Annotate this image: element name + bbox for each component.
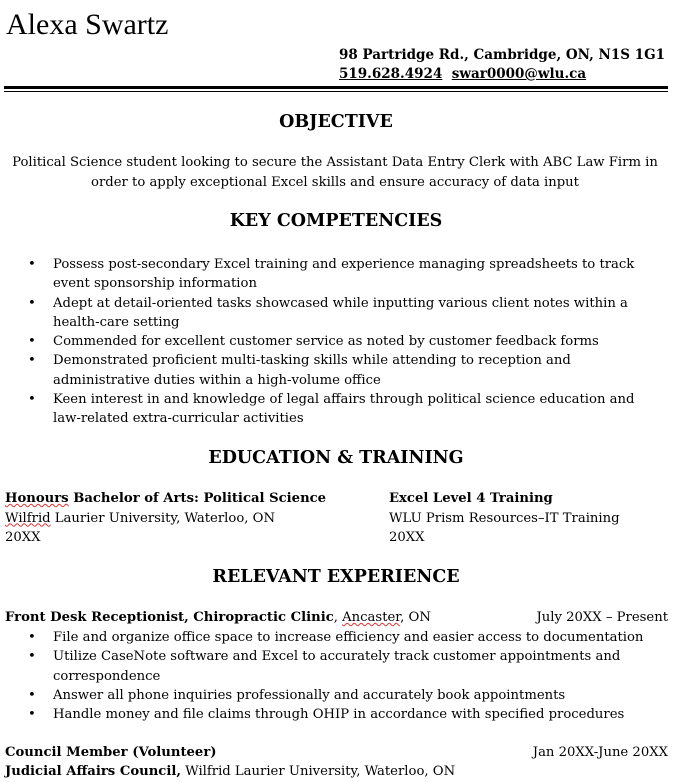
bullet-icon: • [28,649,36,665]
bullet-icon: • [28,295,36,311]
education-left [5,489,326,548]
job1-city: Ancaster [342,610,401,625]
job2-header [5,743,668,763]
list-item: • Possess post-secondary Excel training and experience managing spreadsheets to track event sponsorship information [28,257,635,292]
bullet-icon: • [28,353,36,369]
education-heading: EDUCATION & TRAINING [208,448,464,468]
education-right [389,489,620,548]
list-item: • File and organize office space to increase efficiency and easier access to documentation [0,628,648,647]
list-item: • Keen interest in and knowledge of legal affairs through political science education and law-related extra-curricular activities [28,392,635,427]
job2-dates: Jan 20XX-June 20XX [532,745,668,760]
phone: 519.628.4924 [339,66,443,82]
objective-text: Political Science student looking to secure the Assistant Data Entry Clerk with ABC Law Firm in order to apply exceptional Excel skills and ensure accuracy of data input [12,155,658,190]
header-rule-thin [4,91,668,92]
list-item: • Adept at detail-oriented tasks showcased while inputting various client notes within a health-care setting [28,295,628,330]
experience-heading: RELEVANT EXPERIENCE [212,567,460,587]
bullet-icon: • [28,687,36,703]
bullet-icon: • [28,392,36,408]
job1-title: Front Desk Receptionist, Chiropractic Clinic [5,610,334,625]
list-item: • Handle money and file claims through OHIP in accordance with specified procedures [0,705,648,724]
header-rule-thick [4,86,668,89]
training-title: Excel Level 4 Training [389,491,553,506]
bullet-icon: • [28,257,36,272]
address: 98 Partridge Rd., Cambridge, ON, N1S 1G1 [339,47,665,63]
degree-year: 20XX [5,530,41,545]
training-year: 20XX [389,530,425,545]
phone-email-line [339,65,665,84]
job1-dates: July 20XX – Present [536,610,668,625]
bullet-icon: • [28,630,36,645]
contact-block [339,46,665,84]
training-institution: WLU Prism Resources–IT Training [389,510,620,526]
job1-duties [0,628,648,724]
competencies-list [0,255,648,429]
list-item: • Commended for excellent customer service as noted by customer feedback forms [0,332,648,351]
objective-heading: OBJECTIVE [279,112,393,132]
list-item: • Answer all phone inquiries professionally and accurately book appointments [0,686,648,705]
job2-title: Council Member (Volunteer) [5,745,217,760]
candidate-name: Alexa Swartz [6,8,169,41]
competencies-heading: KEY COMPETENCIES [229,211,443,231]
list-item: • Utilize CaseNote software and Excel to accurately track customer appointments and correspondence [28,649,621,684]
degree-title: Honours Bachelor of Arts: Political Science [5,491,327,506]
job2-subtitle: Judicial Affairs Council, Wilfrid Laurier University, Waterloo, ON [5,764,456,779]
job1-header: Front Desk Receptionist, Chiropractic Clinic, Ancaster, ON July 20XX – Present [5,608,668,628]
list-item: • Demonstrated proficient multi-tasking skills while attending to reception and administrative duties within a high-volume office [28,353,571,388]
bullet-icon: • [28,334,36,350]
bullet-icon: • [28,707,36,723]
email-link[interactable]: swar0000@wlu.ca [451,66,587,82]
degree-institution: Wilfrid Laurier University, Waterloo, ON [5,510,275,526]
